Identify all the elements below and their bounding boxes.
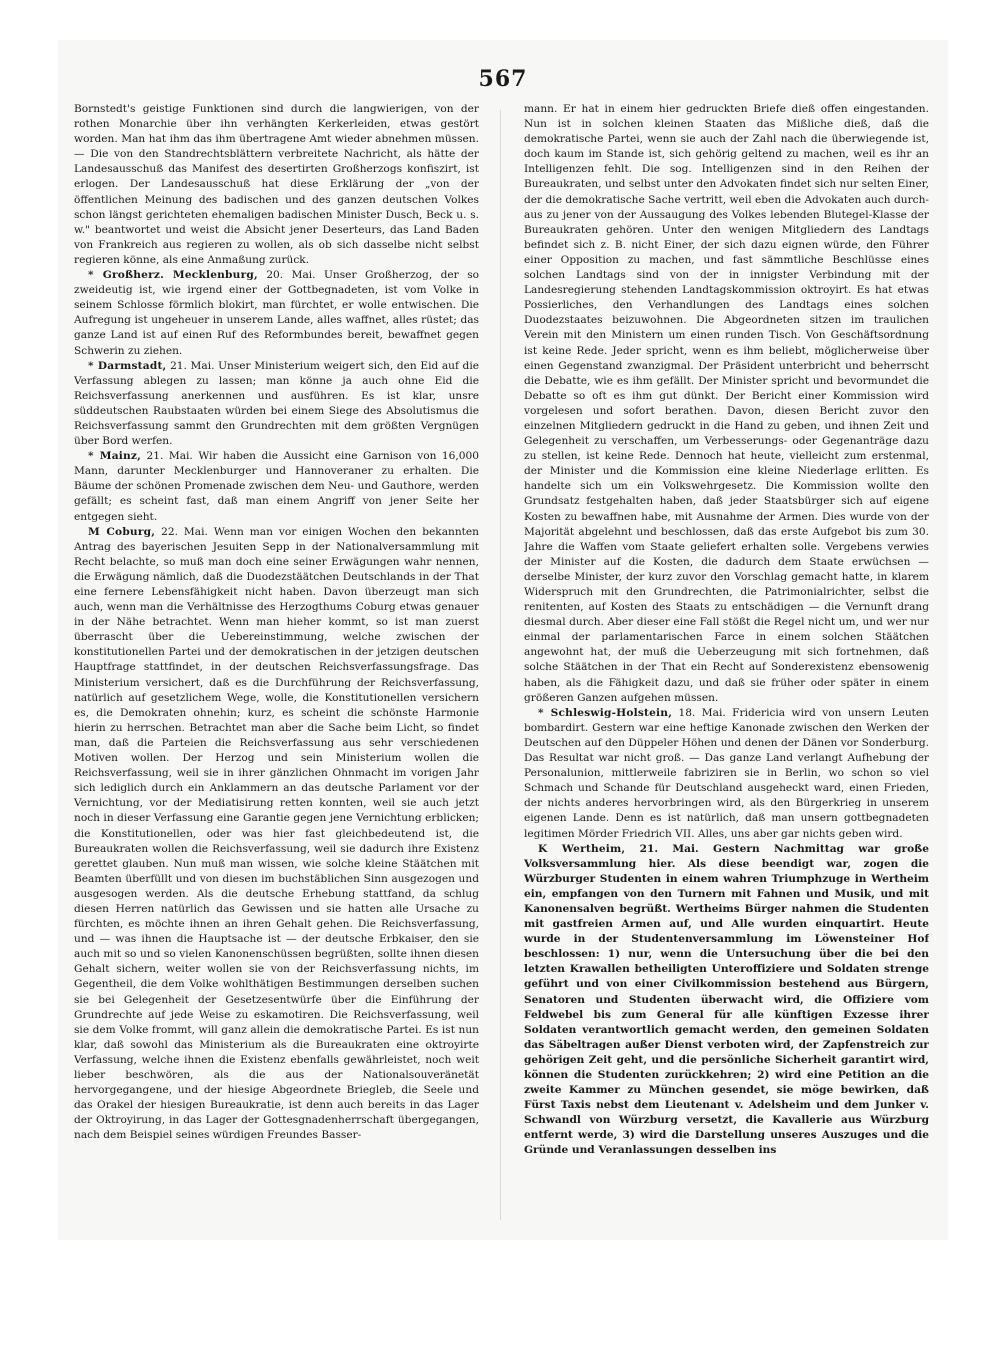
article-body: Wir haben die Aussicht eine Garnison von 16,000 Mann, darunter Mecklenburger und Hannoveraner zu erhalten. Die Bäume der schönen Promenade zwischen dem Neu- und Gauthore, werden gefällt; es scheint fast, daß man einem Angriff von jener Seite her entgegen sieht.: [74, 450, 479, 523]
article-body: Fridericia wird von unsern Leuten bombardirt. Gestern war eine heftige Kanonade zwischen den Werken der Deutschen auf den Düppeler Höhen und denen der Dänen vor Sonderburg. Das Resultat war nicht groß. — Das ganze Land verlangt Aufhebung der Personalunion, mittlerweile fabriziren sie in Berlin, wo schon so viel Schmach und Schande für Deutschland ausgeheckt ward, einen Frieden, der nichts anderes hervorbringen wird, als den Bürgerkrieg in unserem eigenen Lande. Denn es ist natürlich, daß man unsern gottbegnadeten legitimen Mörder Friedrich VII. Alles, uns aber gar nichts geben wird.: [524, 706, 929, 840]
newspaper-page: [58, 40, 948, 1240]
article-mecklenburg: [74, 268, 479, 359]
page-number: 567: [478, 66, 528, 92]
article-wertheim: [524, 842, 929, 1159]
right-column: [524, 102, 929, 1232]
article-heading: * Mainz,: [88, 450, 141, 463]
article-mainz: [74, 449, 479, 524]
article-date: 18. Mai.: [678, 706, 726, 719]
article-date: 21. Mai.: [170, 359, 215, 372]
article-body: Unser Großherzog, der so zweideutig ist, wie irgend einer der Gottbegnadeten, ist vom Volke in seinem Schlosse förmlich blokirt, man fürchtet, er wolle entwischen. Die Aufregung ist ungeheuer in unserem Lande, alles waffnet, alles rüstet; das ganze Land ist auf einen Ruf des Reformbundes bereit, bewaffnet gegen Schwerin zu ziehen.: [74, 269, 479, 357]
article-darmstadt: [74, 359, 479, 450]
article-body: Wenn man vor einigen Wochen den bekannten Antrag des bayerischen Jesuiten Sepp in der Nationalversammlung mit Recht belachte, so muß man doch eine seiner Erwägungen wahr nennen, die Erwägung nämlich, daß die Duodezstäätchen Deutschlands in der That eine fernere Lebensfähigkeit nicht haben. Davon überzeugt man sich auch, wenn man die Verhältnisse des Herzogthums Coburg etwas genauer in der Nähe betrachtet. Wenn man hieher kommt, so ist man zuerst überrascht über die Uebereinstimmung, welche zwischen der konstitutionellen Partei und der demokratischen in der jetzigen deutschen Hauptfrage stattfindet, in der deutschen Reichsverfassungsfrage. Das Ministerium versichert, daß es die Durchführung der Reichsverfassung, natürlich auf gesetzlichem Wege, wolle, die Konstitutionellen versichern es, die Demokraten ohnehin; kurz, es scheint die schönste Harmonie hierin zu herrschen. Betrachtet man aber die Sache beim Licht, so findet man, daß die Parteien die Reichsverfassung aus sehr verschiedenen Motiven wollen. Der Herzog und sein Ministerium wollen die Reichsverfassung, weil sie in ihrer gänzlichen Ohnmacht im vorigen Jahr sich lediglich durch ein Anklammern an das deutsche Parlament vor der Vernichtung, vor der Mediatisirung retten konnten, weil sie auch jetzt noch in dieser Verfassung eine Garantie gegen jene Vernichtung erblicken; die Konstitutionellen, oder was hier fast gleichbedeutend ist, die Bureaukraten wollen die Reichsverfassung, weil sie dadurch ihre Existenz gerettet glauben. Nun muß man wissen, wie solche kleine Stäätchen mit Beamten überfüllt und von diesen im buchstäblichen Sinn ausgezogen und ausgesogen werden. Als die deutsche Erhebung stattfand, da schlug diesen Herren natürlich das Gewissen und sie hatten alle Ursache zu fürchten, es möchte ihnen an ihren Gehalt gehen. Die Reichsverfassung, und — was ihnen die Hauptsache ist — der deutsche Erbkaiser, den sie auch mit so und so vielen Kanonenschüssen begrüßten, sollte ihnen diesen Gehalt sichern, weiter wollen sie von der Reichsverfassung nichts, im Gegentheil, die dem Volke wohlthätigen Bestimmungen derselben suchen sie bei Gelegenheit der Gesetzesentwürfe über die Einführung der Grundrechte auf jede Weise zu eskamotiren. Die Reichsverfassung, weil sie dem Volke frommt, will ganz allein die demokratische Partei. Es ist nun klar, daß sowohl das Ministerium als die Bureaukraten eine oktroyirte Verfassung, welche ihnen die Existenz ebenfalls gewährleistet, noch weit lieber beschwören, als die aus der Nationalsouveränetät hervorgegangene, und der hiesige Abgeordnete Briegleb, die Seele und das Orakel der hiesigen Bureaukratie, ist denn auch bereits in das Lager der Oktroyirung, in das Lager der Gottesgnadenherrschaft übergegangen, nach dem Beispiel seines würdigen Freundes Basser-: [74, 525, 479, 1142]
article-heading: K Wertheim,: [538, 842, 626, 855]
article-coburg: [74, 525, 479, 1144]
article-body: Unser Ministerium weigert sich, den Eid auf die Verfassung ablegen zu lassen; man könne ja auch ohne Eid die Reichsverfassung anerkennen und ausführen. Es ist klar, unsre süddeutschen Raubstaaten würden bei einem Siege des Absolutismus die Reichsverfassung sammt den Grundrechten mit dem größten Vergnügen über Bord werfen.: [74, 359, 479, 448]
article-heading: * Großherz. Mecklenburg,: [88, 269, 258, 282]
article-heading: M Coburg,: [88, 525, 156, 538]
article-continuation: mann. Er hat in einem hier gedruckten Briefe dieß offen eingestanden. Nun ist in solchen kleinen Staaten das Mißliche dieß, daß die demokratische Partei, wenn sie auch der Zahl nach die überwiegende ist, doch kaum im Stande ist, sich gehörig geltend zu machen, weil es ihr an Intelligenzen fehlt. Die sog. Intelligenzen sind in den Reihen der Bureaukraten, und selbst unter den Advokaten findet sich nur selten Einer, der die demokratische Sache vertritt, weil eben die Advokaten auch durch- aus zu jener von der Aussaugung des Volkes lebenden Blutegel-Klasse der Bureaukraten gehören. Unter den wenigen Mitgliedern des Landtags befindet sich z. B. nicht Einer, der sich dazu eignen würde, den Führer einer Opposition zu machen, und fast sämmtliche Beschlüsse eines solchen Landtags sind von der in innigster Verbindung mit der Landesregierung stehenden Landtagskommission oktroyirt. Es hat etwas Possierliches, den Verhandlungen des Landtags eines solchen Duodezstaates beizuwohnen. Die Abgeordneten sitzen im traulichen Verein mit den Ministern um einen runden Tisch. Von Geschäftsordnung ist keine Rede. Jeder spricht, wenn es ihm beliebt, möglicherweise über einen Gegenstand zwanzigmal. Der Präsident unterbricht und beherrscht die Debatte, wie es ihm gefällt. Der Minister spricht und bevormundet die Debatte so oft es ihm gut dünkt. Der Bericht einer Kommission wird vorgelesen und sofort berathen. Davon, diesen Bericht zuvor den einzelnen Mitgliedern gedruckt in die Hand zu geben, und ihnen Zeit und Gelegenheit zu verschaffen, um Verbesserungs- oder Gegenanträge dazu zu stellen, ist keine Rede. Dennoch hat heute, vielleicht zum erstenmal, der Minister und die Kommission eine kleine Niederlage erlitten. Es handelte sich um ein Volkswehrgesetz. Die Kommission wollte den Grundsatz festgehalten haben, daß jeder Staatsbürger sich auf eigene Kosten zu bewaffnen habe, mit Ausnahme der Armen. Dies wurde von der Majorität abgelehnt und beschlossen, daß das erste Aufgebot bis zum 30. Jahre die Waffen vom Staate geliefert erhalten solle. Vergebens verwies der Minister auf die Kosten, die dadurch dem Staate erwüchsen — derselbe Minister, der kurz zuvor den Vorschlag gemacht hatte, in klarem Widerspruch mit den Grundrechten, die Patrimonialrichter, selbst die renitenten, auf Kosten des Staats zu entschädigen — die Vernunft drang diesmal durch. Aber dieser eine Fall stößt die Regel nicht um, und wer nur einmal der parlamentarischen Farce in einem solchen Stäätchen angewohnt hat, der muß die Ueberzeugung mit sich fortnehmen, daß solche Stäätchen in der That ein Recht auf Sonderexistenz ebensowenig haben, als die Fähigkeit dazu, und daß sie früher oder später in einem größeren Ganzen aufgehen müssen.: [524, 103, 929, 704]
article-body: Gestern Nachmittag war große Volksversammlung hier. Als diese beendigt war, zogen die Würzburger Studenten in einem wahren Triumphzuge in Wertheim ein, empfangen von den Turnern mit Fahnen und Musik, und mit Kanonensalven begrüßt. Wertheims Bürger nahmen die Studenten mit gastfreien Armen auf, und Alle wurden einquartirt. Heute wurde in der Studentenversammlung im Löwensteiner Hof beschlossen: 1) nur, wenn die Untersuchung über die bei den letzten Krawallen betheiligten Unteroffiziere und Soldaten strenge geführt und von einer Civilkommission bestehend aus Bürgern, Senatoren und Studenten überwacht wird, die Offiziere vom Feldwebel bis zum General für alle künftigen Exzesse ihrer Soldaten verantwortlich gemacht werden, den gemeinen Soldaten das Säbeltragen außer Dienst verboten wird, der Zapfenstreich zur gehörigen Zeit geht, und die persönliche Sicherheit garantirt wird, können die Studenten zurückkehren; 2) wird eine Petition an die zweite Kammer zu München gesendet, sie möge bewirken, daß Fürst Taxis nebst dem Lieutenant v. Adelsheim und dem Junker v. Schwandl von Würzburg versetzt, die Kavallerie aus Würzburg entfernt werde, 3) wird die Darstellung unseres Auszuges und die Gründe und Veranlassungen desselben ins: [524, 842, 929, 1157]
left-column: [74, 102, 479, 1232]
article-heading: * Schleswig-Holstein,: [538, 706, 673, 719]
article-date: 20. Mai.: [266, 269, 316, 282]
article-date: 21. Mai.: [146, 450, 193, 463]
article-schleswig-holstein: [524, 706, 929, 842]
article-date: 22. Mai.: [161, 525, 208, 538]
article-continuation: Bornstedt's geistige Funktionen sind durch die langwierigen, von der rothen Monarchie über ihn verhängten Kerkerleiden, etwas gestört worden. Man hat ihm das ihm übertragene Amt wieder abnehmen müssen. — Die von den Standrechtsblättern verbreitete Nachricht, als hätte der Landesausschuß das Manifest des desertirten Großherzogs konfiszirt, ist erlogen. Der Landesausschuß hat diese Erklärung der „von der öffentlichen Meinung des badischen und des ganzen deutschen Volkes schon längst gerichteten ehemaligen badischen Minister Dusch, Beck u. s. w." beantwortet und weist die Absicht jener Deserteurs, das Land Baden von Frankreich aus regieren zu wollen, als ob sich dasselbe nicht selbst regieren könne, als eine Anmaßung zurück.: [74, 103, 479, 266]
article-heading: * Darmstadt,: [88, 359, 167, 372]
column-divider: [500, 110, 501, 1220]
article-date: 21. Mai.: [639, 842, 699, 855]
